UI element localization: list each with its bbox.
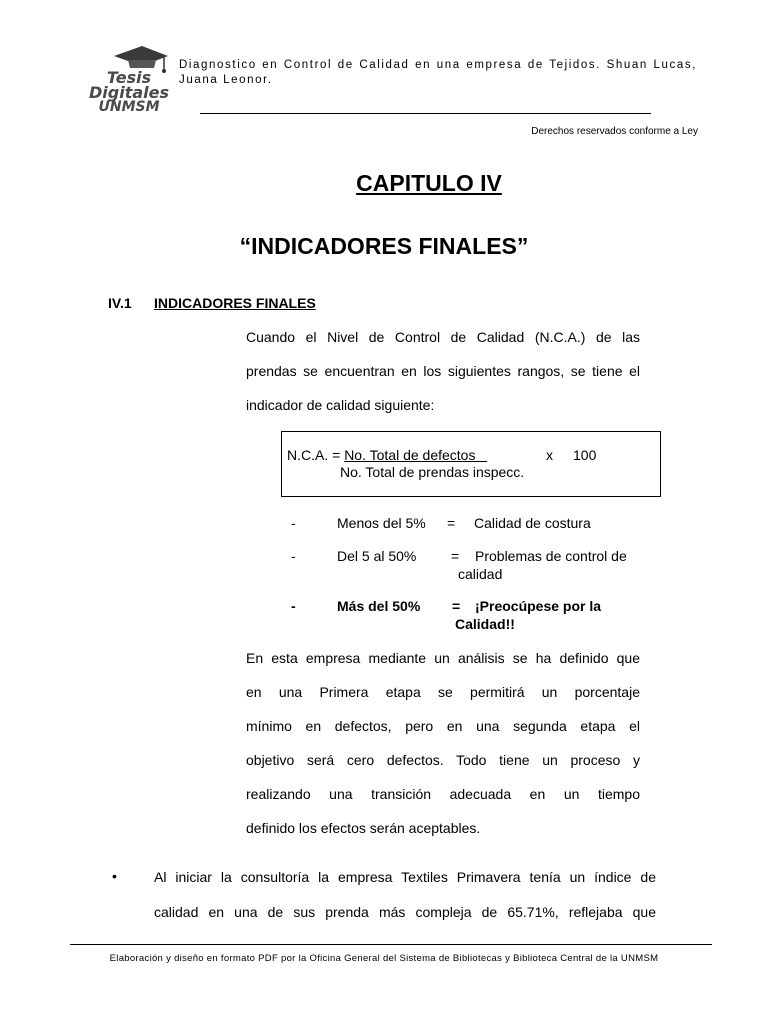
chapter-title: “INDICADORES FINALES” <box>239 233 529 259</box>
rights-notice: Derechos reservados conforme a Ley <box>531 126 698 137</box>
body-paragraph <box>246 650 640 840</box>
formula-lhs: N.C.A. = <box>287 447 345 463</box>
range-equals: = <box>447 515 456 531</box>
formula-denominator: No. Total de prendas inspecc. <box>340 464 525 480</box>
range-result-cont: calidad <box>458 566 503 582</box>
footer-divider <box>70 944 712 945</box>
bullet-line: calidad en una de sus prenda más compleja de 65.71%, reflejaba que <box>154 904 656 920</box>
body-line: definido los efectos serán aceptables. <box>246 820 481 836</box>
body-line: mínimo en defectos, pero en una segunda etapa el <box>246 718 640 734</box>
chapter-heading <box>0 170 768 197</box>
body-line: En esta empresa mediante un análisis se ha definido que <box>246 650 640 666</box>
range-value: Menos del 5% <box>337 515 426 531</box>
formula-factor: 100 <box>573 447 597 463</box>
bullet-symbol: • <box>112 868 117 884</box>
range-dash: - <box>291 548 296 564</box>
footer-credit: Elaboración y diseño en formato PDF por la Oficina General del Sistema de Bibliotecas y Biblioteca Central de la UNMSM <box>109 953 659 964</box>
formula-numerator: No. Total de defectos <box>344 447 488 463</box>
range-result: Problemas de control de <box>475 548 627 564</box>
formula-times: x <box>546 447 553 463</box>
chapter-label: CAPITULO IV <box>356 170 502 196</box>
bullet-paragraph <box>154 869 656 929</box>
range-value: Más del 50% <box>337 598 421 614</box>
header-divider <box>200 113 651 114</box>
section-title: INDICADORES FINALES <box>154 295 316 311</box>
intro-paragraph <box>246 329 640 419</box>
range-dash: - <box>291 598 296 614</box>
formula-numerator-row <box>287 447 487 463</box>
body-line: en una Primera etapa se permitirá un porcentaje <box>246 684 640 700</box>
range-result: Calidad de costura <box>474 515 591 531</box>
range-result: ¡Preocúpese por la <box>475 598 602 614</box>
running-title: Diagnostico en Control de Calidad en una empresa de Tejidos. Shuan Lucas, Juana Leonor. <box>179 59 697 86</box>
tesis-digitales-logo <box>84 44 174 120</box>
body-line: realizando una transición adecuada en un tiempo <box>246 786 640 802</box>
range-result-cont: Calidad!! <box>455 616 515 632</box>
range-value: Del 5 al 50% <box>337 548 417 564</box>
range-dash: - <box>291 515 296 531</box>
intro-line: prendas se encuentran en los siguientes rangos, se tiene el <box>246 363 640 379</box>
logo-line-2: Digitales <box>88 83 169 102</box>
intro-line: Cuando el Nivel de Control de Calidad (N.C.A.) de las <box>246 329 640 345</box>
intro-line: indicador de calidad siguiente: <box>246 397 435 413</box>
range-equals: = <box>452 598 461 614</box>
logo-line-1: Tesis <box>106 68 152 87</box>
range-equals: = <box>451 548 460 564</box>
logo-line-3: UNMSM <box>98 99 160 115</box>
bullet-line: Al iniciar la consultoría la empresa Textiles Primavera tenía un índice de <box>154 869 656 885</box>
body-line: objetivo será cero defectos. Todo tiene un proceso y <box>246 752 640 768</box>
section-number: IV.1 <box>108 295 132 311</box>
